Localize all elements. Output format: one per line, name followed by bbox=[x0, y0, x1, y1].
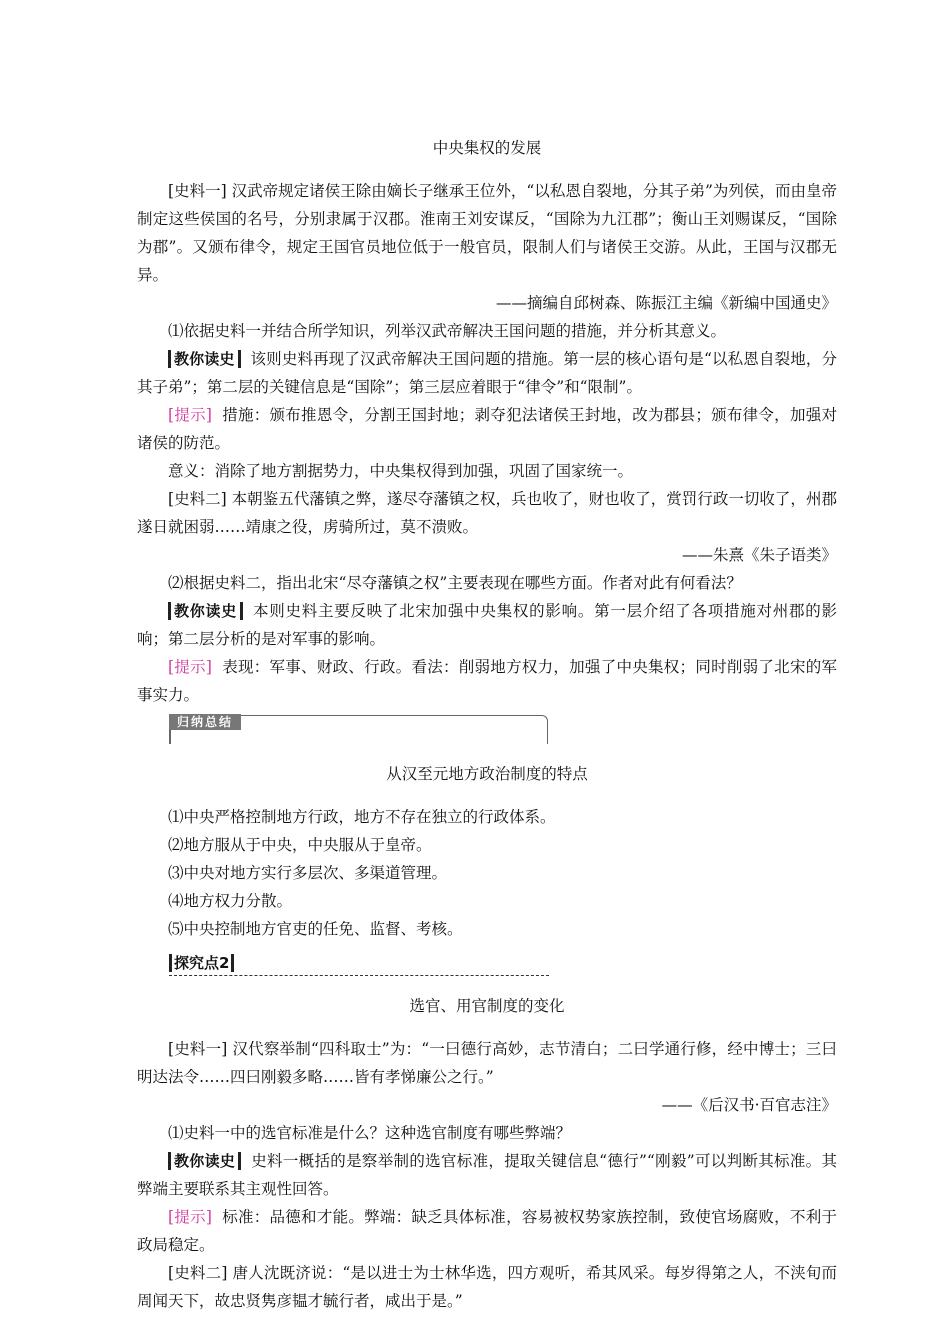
material-text: 唐人沈既济说：“是以进士为士林华选，四方观听，希其风采。每岁得第之人，不浃旬而周闻天下，故忠贤隽彦韫才毓行者，咸出于是。” bbox=[137, 1264, 837, 1310]
material-paragraph bbox=[137, 485, 837, 541]
reading-guide bbox=[137, 1147, 837, 1203]
hint-significance: 意义：消除了地方割据势力，中央集权得到加强，巩固了国家统一。 bbox=[168, 462, 634, 480]
material-paragraph bbox=[137, 177, 837, 289]
summary-item: ⑷地方权力分散。 bbox=[168, 892, 293, 910]
hint-tag: [提示] bbox=[168, 406, 212, 424]
material-tag: [史料一] bbox=[168, 1040, 228, 1058]
question: ⑵根据史料二，指出北宋“尽夺藩镇之权”主要表现在哪些方面。作者对此有何看法？ bbox=[168, 574, 742, 592]
question: ⑴依据史料一并结合所学知识，列举汉武帝解决王国问题的措施，并分析其意义。 bbox=[168, 322, 727, 340]
section-title: 选官、用官制度的变化 bbox=[409, 996, 565, 1015]
explore-point-label: 探究点2 bbox=[169, 954, 234, 972]
section-title: 中央集权的发展 bbox=[432, 138, 542, 157]
summary-divider bbox=[169, 730, 171, 744]
material-tag: [史料一] bbox=[168, 182, 227, 200]
summary-item: ⑵地方服从于中央，中央服从于皇帝。 bbox=[168, 836, 432, 854]
material-tag: [史料二] bbox=[168, 1264, 228, 1282]
hint-paragraph bbox=[137, 653, 837, 709]
question: ⑴史料一中的选官标准是什么？这种选官制度有哪些弊端？ bbox=[168, 1124, 572, 1142]
hint-tag: [提示] bbox=[168, 658, 212, 676]
summary-item: ⑶中央对地方实行多层次、多渠道管理。 bbox=[168, 864, 448, 882]
material-paragraph bbox=[137, 1259, 837, 1315]
material-tag: [史料二] bbox=[168, 490, 227, 508]
material-source: ——摘编自邱树森、陈振江主编《新编中国通史》 bbox=[495, 294, 837, 312]
reading-guide-text: 本则史料主要反映了北宋加强中央集权的影响。第一层介绍了各项措施对州郡的影响；第二层分析的是对军事的影响。 bbox=[137, 602, 837, 648]
material-text: 本朝鉴五代藩镇之弊，遂尽夺藩镇之权，兵也收了，财也收了，赏罚行政一切收了，州郡遂日就困弱……靖康之役，虏骑所过，莫不溃败。 bbox=[137, 490, 837, 536]
hint-tag: [提示] bbox=[168, 1208, 212, 1226]
summary-item: ⑸中央控制地方官吏的任免、监督、考核。 bbox=[168, 920, 463, 938]
reading-guide-text: 史料一概括的是察举制的选官标准，提取关键信息“德行”“刚毅”可以判断其标准。其弊端主要联系其主观性回答。 bbox=[137, 1152, 837, 1198]
material-text: 汉武帝规定诸侯王除由嫡长子继承王位外，“以私恩自裂地，分其子弟”为列侯，而由皇帝制定这些侯国的名号，分别隶属于汉郡。淮南王刘安谋反，“国除为九江郡”；衡山王刘赐谋反，“国除为郡”。又颁布律令，规定王国官员地位低于一般官员，限制人们与诸侯王交游。从此，王国与汉郡无异。 bbox=[137, 182, 837, 284]
material-text: 汉代察举制“四科取士”为：“一曰德行高妙，志节清白；二曰学通行修，经中博士；三曰明达法令……四曰刚毅多略……皆有孝悌廉公之行。” bbox=[137, 1040, 837, 1086]
hint-text: 表现：军事、财政、行政。看法：削弱地方权力，加强了中央集权；同时削弱了北宋的军事实力。 bbox=[137, 658, 837, 704]
hint-text: 措施：颁布推恩令，分割王国封地；剥夺犯法诸侯王封地，改为郡县；颁布律令，加强对诸侯的防范。 bbox=[137, 406, 837, 452]
summary-header bbox=[169, 715, 548, 744]
reading-guide-tag: 教你读史 bbox=[168, 1152, 241, 1170]
hint-paragraph bbox=[137, 401, 837, 457]
summary-title: 从汉至元地方政治制度的特点 bbox=[386, 764, 588, 783]
document-page bbox=[137, 118, 837, 1315]
reading-guide bbox=[137, 345, 837, 401]
material-source: ——朱熹《朱子语类》 bbox=[681, 546, 837, 564]
summary-item: ⑴中央严格控制地方行政，地方不存在独立的行政体系。 bbox=[168, 808, 556, 826]
hint-paragraph bbox=[137, 1203, 837, 1259]
reading-guide-tag: 教你读史 bbox=[168, 350, 241, 368]
reading-guide bbox=[137, 597, 837, 653]
material-paragraph bbox=[137, 1035, 837, 1091]
reading-guide-text: 该则史料再现了汉武帝解决王国问题的措施。第一层的核心语句是“以私恩自裂地，分其子弟”；第二层的关键信息是“国除”；第三层应着眼于“律令”和“限制”。 bbox=[137, 350, 837, 396]
material-source: ——《后汉书·百官志注》 bbox=[661, 1096, 837, 1114]
reading-guide-tag: 教你读史 bbox=[168, 602, 243, 620]
explore-point-header bbox=[169, 949, 549, 976]
summary-label: 归纳总结 bbox=[169, 714, 241, 730]
hint-text: 标准：品德和才能。弊端：缺乏具体标准，容易被权势家族控制，致使官场腐败，不利于政局稳定。 bbox=[137, 1208, 837, 1254]
